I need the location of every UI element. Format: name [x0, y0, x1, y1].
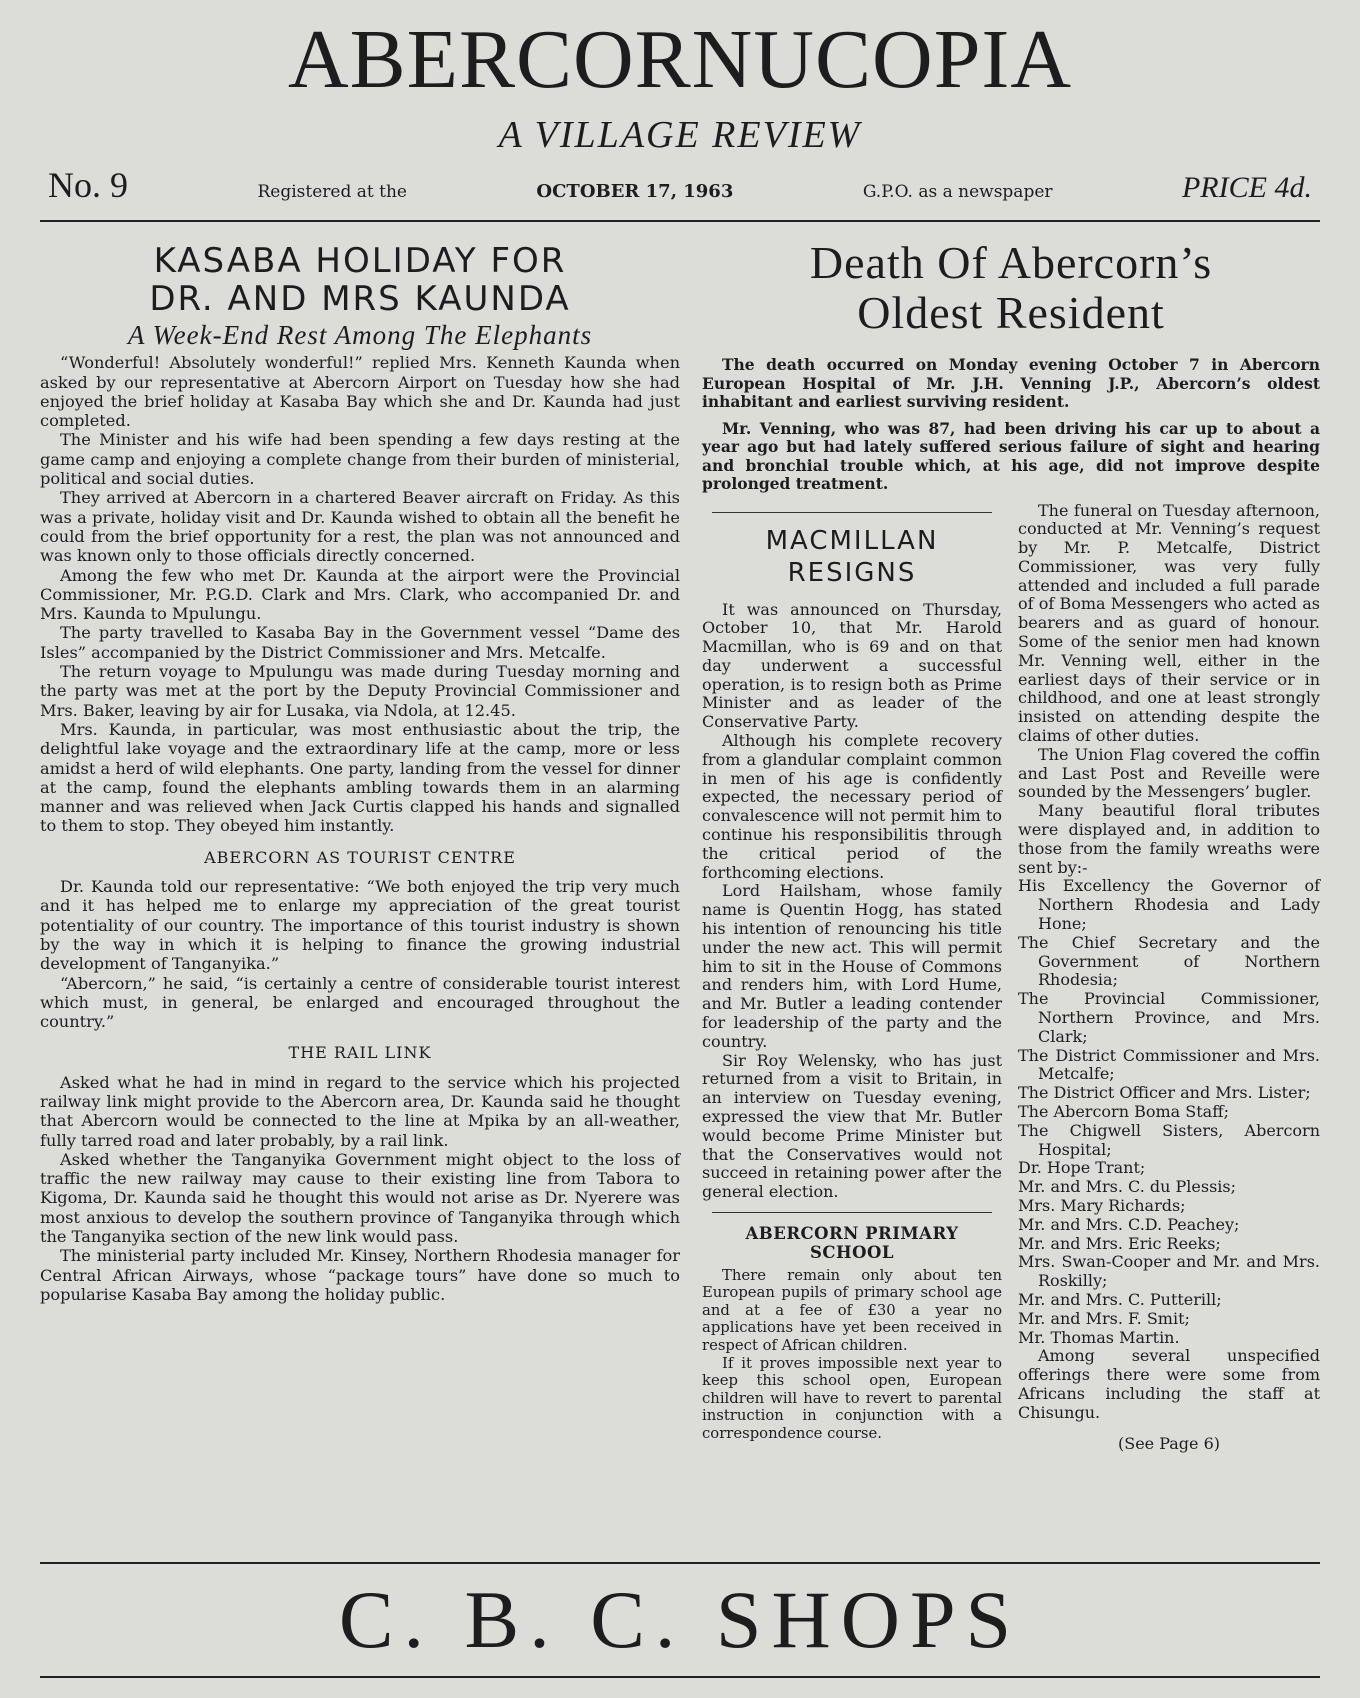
kaunda-para-2: The Minister and his wife had been spending a few days resting at the game camp and enjoying a complete change from their burden of ministerial, political and social duties.	[40, 430, 680, 489]
masthead-title: ABERCORNUCOPIA	[287, 13, 1073, 106]
venning-lede-1: The death occurred on Monday evening October 7 in Abercorn European Hospital of Mr. J.H. Venning J.P., Abercorn’s oldest inhabitant and earliest surviving resident.	[702, 355, 1320, 411]
rail-link-subhead: THE RAIL LINK	[288, 1043, 432, 1063]
funeral-para-3: Many beautiful floral tributes were displayed and, in addition to those from the family wreaths were sent by:-	[1018, 801, 1320, 877]
rail-para-1: Asked what he had in mind in regard to the service which his projected railway link might provide to the Abercorn area, Dr. Kaunda said he thought that Abercorn would be connected to the line at Mpika by an all-weather, fully tarred road and later probably, by a rail link.	[40, 1072, 680, 1150]
macmillan-headline	[702, 525, 1002, 589]
kaunda-para-3: They arrived at Abercorn in a chartered Beaver aircraft on Friday. As this was a private, holiday visit and Dr. Kaunda wished to obtain all the benefit he could from the brief opportunity for a rest, the plan was not announced and was known only to those officials directly concerned.	[40, 488, 680, 566]
rail-para-3: The ministerial party included Mr. Kinsey, Northern Rhodesia manager for Central African Airways, whose “package tours” have done so much to popularise Kasaba Bay among the holiday public.	[40, 1246, 680, 1304]
school-para-1: There remain only about ten European pupils of primary school age and at a fee of £30 a year no applications have yet been received in respect of African children.	[702, 1266, 1002, 1354]
right-split	[702, 502, 1320, 1454]
kaunda-headline-line-2: DR. AND MRS KAUNDA	[149, 279, 571, 319]
venning-headline	[702, 238, 1320, 338]
tribute-item: Mrs. Mary Richards;	[1018, 1195, 1186, 1215]
macmillan-para-4: Sir Roy Welensky, who has just returned from a visit to Britain, in an interview on Tuesday evening, expressed the view that Mr. Butler would become Prime Minister but that the Conservatives would not succeed in retaining power after the general election.	[702, 1050, 1002, 1202]
tribute-item: The District Commissioner and Mrs. Metcalfe;	[1018, 1045, 1320, 1084]
macmillan-rule	[712, 512, 992, 513]
tribute-item: His Excellency the Governor of Northern Rhodesia and Lady Hone;	[1018, 876, 1320, 934]
issue-date: OCTOBER 17, 1963	[536, 181, 734, 202]
tribute-item: Dr. Hope Trant;	[1018, 1158, 1146, 1178]
venning-lede-2: Mr. Venning, who was 87, had been driving his car up to about a year ago but had lately suffered serious failure of sight and hearing and bronchial trouble which, at his age, did not improve despite prolonged treatment.	[702, 418, 1320, 493]
footer-rule-top	[40, 1562, 1320, 1564]
tourist-centre-subhead: ABERCORN AS TOURIST CENTRE	[204, 847, 516, 867]
kaunda-para-1: “Wonderful! Absolutely wonderful!” replied Mrs. Kenneth Kaunda when asked by our representative at Abercorn Airport on Tuesday how she had enjoyed the brief holiday at Kasaba Bay which she and Dr. Kaunda had just completed.	[40, 353, 680, 431]
tribute-item: Mr. and Mrs. C. Putterill;	[1018, 1289, 1222, 1309]
tribute-item: Mr. and Mrs. C.D. Peachey;	[1018, 1214, 1240, 1234]
school-para-2: If it proves impossible next year to keep this school open, European children will have to revert to parental instruction in conjunction with a correspondence course.	[702, 1354, 1002, 1442]
macmillan-headline-line-1: MACMILLAN	[765, 525, 939, 556]
tribute-item: The Chief Secretary and the Government of Northern Rhodesia;	[1018, 932, 1320, 990]
footer-advert: C. B. C. SHOPS	[338, 1574, 1022, 1665]
footer-rule-bottom	[40, 1676, 1320, 1678]
page-body	[40, 234, 1320, 1560]
masthead-rule	[40, 220, 1320, 222]
tribute-item: Mr. Thomas Martin.	[1018, 1327, 1180, 1347]
registration-right: G.P.O. as a newspaper	[862, 182, 1053, 202]
masthead-subtitle: A VILLAGE REVIEW	[498, 114, 862, 156]
kaunda-headline	[40, 242, 680, 318]
funeral-article	[1018, 502, 1320, 1454]
school-rule	[712, 1212, 992, 1213]
issue-price: PRICE 4d.	[1181, 171, 1312, 204]
macmillan-headline-line-2: RESIGNS	[787, 557, 917, 588]
tribute-item: Mr. and Mrs. C. du Plessis;	[1018, 1177, 1236, 1197]
funeral-para-1: The funeral on Tuesday afternoon, conducted at Mr. Venning’s request by Mr. P. Metcalfe, District Commissioner, was very fully attended and included a full parade of of Boma Messengers who acted as bearers and as guard of honour. Some of the senior men had known Mr. Venning well, either in the earliest days of their service or in childhood, and one at least strongly insisted on attending despite the claims of other duties.	[1018, 500, 1320, 746]
see-page-link: (See Page 6)	[1117, 1433, 1221, 1453]
right-column	[702, 234, 1320, 1560]
venning-headline-line-2: Oldest Resident	[857, 287, 1165, 338]
venning-lede	[702, 356, 1320, 494]
tourist-para-1: Dr. Kaunda told our representative: “We both enjoyed the trip very much and it has helped me to enlarge my appreciation of the great tourist potentiality of our country. The importance of this tourist industry is shown by the way in which it is helping to finance the growing industrial development of Tanganyika.”	[40, 877, 680, 974]
kaunda-para-6: The return voyage to Mpulungu was made during Tuesday morning and the party was met at the port by the Deputy Provincial Commissioner and Mrs. Baker, leaving by air for Lusaka, via Ndola, at 12.45.	[40, 662, 680, 720]
tribute-item: Mrs. Swan-Cooper and Mr. and Mrs. Roskilly;	[1018, 1252, 1320, 1291]
rail-para-2: Asked whether the Tanganyika Government might object to the loss of traffic the new railway may cause to their existing line from Tabora to Kigoma, Dr. Kaunda said he thought this would not arise as Dr. Nyerere was most anxious to develop the southern province of Tanganyika through which the Tanganyika section of the new link would pass.	[40, 1149, 680, 1247]
registration-left: Registered at the	[257, 182, 407, 202]
kaunda-article	[40, 234, 680, 1560]
kaunda-deck: A Week-End Rest Among The Elephants	[127, 320, 593, 350]
kaunda-headline-line-1: KASABA HOLIDAY FOR	[153, 241, 567, 281]
issue-number: No. 9	[48, 165, 128, 205]
tribute-item: The District Officer and Mrs. Lister;	[1018, 1083, 1311, 1103]
kaunda-para-7: Mrs. Kaunda, in particular, was most enthusiastic about the trip, the delightful lake voyage and the extraordinary life at the camp, more or less amidst a herd of wild elephants. One party, landing from the vessel for dinner at the camp, found the elephants ambling towards them in an alarming manner and was relieved when Jack Curtis clapped his hands and signalled to them to stop. They obeyed him instantly.	[40, 719, 680, 836]
kaunda-para-4: Among the few who met Dr. Kaunda at the airport were the Provincial Commissioner, Mr. P.G.D. Clark and Mrs. Clark, who accompanied Dr. and Mrs. Kaunda to Mpulungu.	[40, 565, 680, 624]
venning-headline-line-1: Death Of Abercorn’s	[809, 237, 1213, 288]
tribute-item: The Chigwell Sisters, Abercorn Hospital;	[1018, 1120, 1320, 1159]
tribute-item: The Provincial Commissioner, Northern Province, and Mrs. Clark;	[1018, 989, 1320, 1046]
tribute-item: Mr. and Mrs. F. Smit;	[1018, 1308, 1190, 1328]
tributes-list	[1018, 877, 1320, 1347]
funeral-closing: Among several unspecified offerings there were some from Africans including the staff at Chisungu.	[1018, 1346, 1320, 1422]
macmillan-para-3: Lord Hailsham, whose family name is Quentin Hogg, has stated his intention of renouncing his title under the new act. This will permit him to sit in the House of Commons and renders him, with Lord Hume, and Mr. Butler a leading contender for leadership of the party and the country.	[702, 881, 1002, 1051]
kaunda-para-5: The party travelled to Kasaba Bay in the Government vessel “Dame des Isles” accompanied by the District Commissioner and Mrs. Metcalfe.	[40, 623, 680, 662]
tribute-item: Mr. and Mrs. Eric Reeks;	[1018, 1233, 1221, 1253]
tribute-item: The Abercorn Boma Staff;	[1018, 1102, 1229, 1121]
school-article	[702, 1267, 1002, 1443]
funeral-para-2: The Union Flag covered the coffin and Last Post and Reveille were sounded by the Messengers’ bugler.	[1018, 744, 1320, 802]
issue-info-bar	[40, 164, 1320, 214]
macmillan-para-2: Although his complete recovery from a glandular complaint common in men of his age is confidently expected, the necessary period of convalescence will not permit him to continue his responsibilitis through the critical period of the forthcoming elections.	[702, 731, 1002, 882]
school-headline: ABERCORN PRIMARY SCHOOL	[745, 1224, 959, 1262]
macmillan-and-school	[702, 502, 1002, 1454]
tourist-para-2: “Abercorn,” he said, “is certainly a centre of considerable tourist interest which must, in general, be enlarged and encouraged throughout the country.”	[40, 973, 680, 1032]
macmillan-para-1: It was announced on Thursday, October 10, that Mr. Harold Macmillan, who is 69 and on that day underwent a successful operation, is to resign both as Prime Minister and as leader of the Conservative Party.	[702, 599, 1002, 732]
